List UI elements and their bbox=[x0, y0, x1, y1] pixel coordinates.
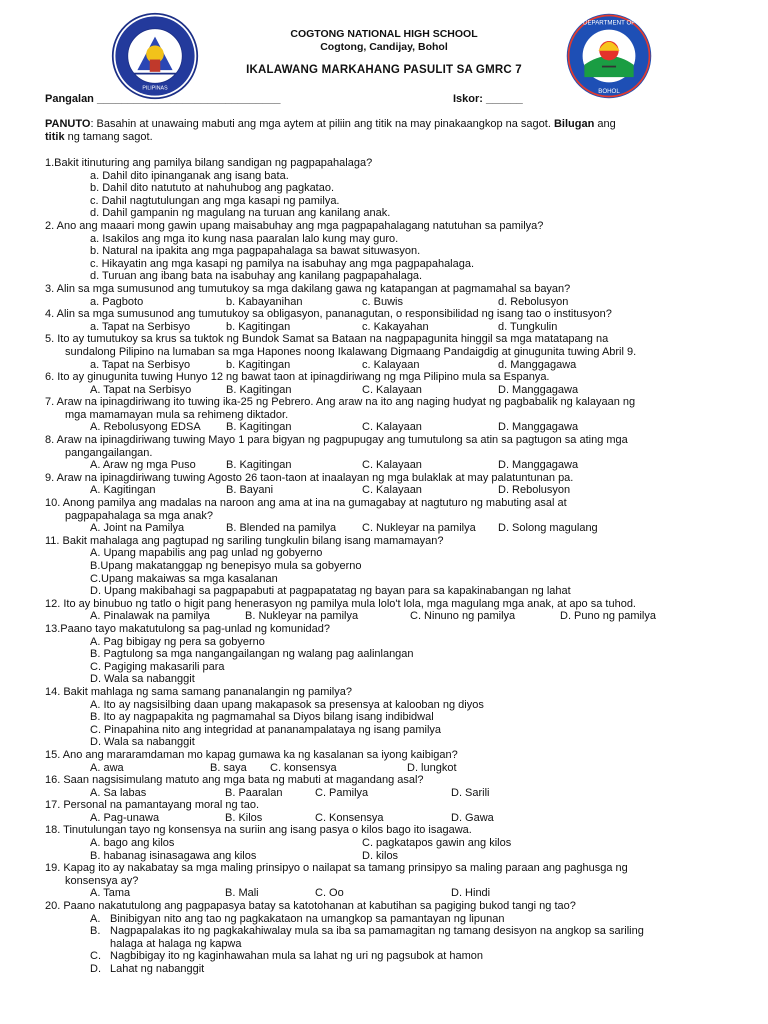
option-choice[interactable]: D. Manggagawa bbox=[498, 421, 579, 434]
option-choice[interactable] bbox=[45, 950, 735, 963]
question-text: 4. Alin sa mga sumusunod ang tumutukoy sa obligasyon, pananagutan, o responsibilidad ng isang tao o institusyon? bbox=[45, 308, 612, 321]
name-score-row bbox=[45, 93, 735, 106]
option-choice[interactable]: d. Dahil gampanin ng magulang na turuan ang kanilang anak. bbox=[90, 207, 391, 220]
option-choice[interactable]: C. Pagiging makasarili para bbox=[90, 660, 225, 673]
option-choice[interactable] bbox=[45, 925, 735, 950]
option-choice[interactable]: D. Wala sa nabanggit bbox=[90, 673, 195, 686]
option-choice[interactable]: A. Tama bbox=[90, 887, 131, 900]
options-row bbox=[45, 359, 735, 372]
options-row bbox=[45, 887, 735, 900]
option-choice[interactable]: C.Upang makaiwas sa mga kasalanan bbox=[90, 572, 278, 585]
question-item bbox=[45, 283, 735, 308]
instructions bbox=[45, 118, 735, 144]
question-text-continued: pagpapahalaga sa mga anak? bbox=[65, 509, 214, 522]
options-row bbox=[45, 610, 735, 623]
question-text: 18. Tinutulungan tayo ng konsensya na suriin ang isang pasya o kilos bago ito isagawa. bbox=[45, 824, 472, 837]
question-item bbox=[45, 396, 735, 434]
question-text: 13.Paano tayo makatutulong sa pag-unlad ng komunidad? bbox=[45, 622, 330, 635]
exam-title: IKALAWANG MARKAHANG PASULIT SA GMRC 7 bbox=[246, 64, 522, 76]
option-choice[interactable]: b. Kabayanihan bbox=[226, 295, 303, 308]
instructions-label: PANUTO bbox=[45, 118, 91, 130]
option-choice[interactable]: A. Pinalawak na pamilya bbox=[90, 610, 210, 623]
option-choice[interactable]: B. saya bbox=[210, 761, 247, 774]
option-choice[interactable]: A. Araw ng mga Puso bbox=[90, 459, 196, 472]
question-item bbox=[45, 774, 735, 799]
option-choice[interactable]: D. kilos bbox=[362, 849, 399, 862]
option-choice[interactable]: a. Isakilos ang mga ito kung nasa paaralan lalo kung may guro. bbox=[90, 232, 399, 245]
option-choice[interactable]: a. Pagboto bbox=[90, 295, 144, 308]
option-choice[interactable]: D. Manggagawa bbox=[498, 459, 579, 472]
options-row bbox=[45, 321, 735, 334]
option-choice[interactable]: a. Tapat na Serbisyo bbox=[90, 358, 191, 371]
question-text: 5. Ito ay tumutukoy sa krus sa tuktok ng Bundok Samat sa Bataan na nagpapagunita hinggil sa mga matatapang na bbox=[45, 333, 609, 346]
question-item bbox=[45, 623, 735, 686]
instructions-text: ng tamang sagot. bbox=[64, 131, 153, 143]
instructions-text: ang bbox=[594, 118, 616, 130]
question-item bbox=[45, 862, 735, 900]
option-choice[interactable]: C. konsensya bbox=[270, 761, 337, 774]
option-choice[interactable]: A. Kagitingan bbox=[90, 484, 156, 497]
option-choice[interactable]: B. Kagitingan bbox=[226, 421, 292, 434]
option-choice[interactable]: C. Kalayaan bbox=[362, 421, 422, 434]
option-text: Binibigyan nito ang tao ng pagkakataon na umangkop sa pamantayan ng lipunan bbox=[110, 912, 505, 925]
question-item bbox=[45, 497, 735, 535]
question-text: 16. Saan nagsisimulang matuto ang mga bata ng mabuti at magandang asal? bbox=[45, 774, 424, 787]
options-row bbox=[45, 837, 735, 850]
question-item bbox=[45, 598, 735, 623]
question-item bbox=[45, 749, 735, 774]
option-choice[interactable]: D. Solong magulang bbox=[498, 522, 598, 535]
question-text: 14. Bakit mahlaga ng sama samang pananalangin ng pamilya? bbox=[45, 685, 352, 698]
question-text: 8. Araw na ipinagdiriwang tuwing Mayo 1 para bigyan ng pagpupugay ang tumutulong sa atin sa pagtugon sa ating mga bbox=[45, 434, 628, 447]
option-choice[interactable]: C. Kalayaan bbox=[362, 459, 422, 472]
option-choice[interactable]: A. Ito ay nagsisilbing daan upang makapasok sa presensya at kalooban ng diyos bbox=[90, 698, 484, 711]
option-choice[interactable]: B. Nukleyar na pamilya bbox=[245, 610, 359, 623]
option-choice[interactable]: c. Dahil nagtutulungan ang mga kasapi ng pamilya. bbox=[90, 194, 340, 207]
option-choice[interactable]: B. Kilos bbox=[225, 811, 263, 824]
question-item bbox=[45, 308, 735, 333]
question-text: 9. Araw na ipinagdiriwang tuwing Agosto 26 taon-taon at inaalayan ng mga bulaklak at may palatuntunan pa. bbox=[45, 471, 574, 484]
option-choice[interactable]: B. Mali bbox=[225, 887, 259, 900]
option-choice[interactable]: D. Manggagawa bbox=[498, 383, 579, 396]
option-letter: B. bbox=[90, 925, 101, 938]
options-row bbox=[45, 850, 735, 863]
question-text: 20. Paano nakatutulong ang pagpapasya batay sa katotohanan at kabutihan sa pagiging bukod tangi ng tao? bbox=[45, 900, 576, 913]
question-item bbox=[45, 333, 735, 371]
option-choice[interactable]: d. Turuan ang ibang bata na isabuhay ang kanilang pagpapahalaga. bbox=[90, 270, 423, 283]
options-row bbox=[45, 384, 735, 397]
option-choice[interactable]: B. Pagtulong sa mga nangangailangan ng walang pag aalinlangan bbox=[90, 648, 414, 661]
question-item bbox=[45, 900, 735, 976]
question-item bbox=[45, 535, 735, 598]
question-item bbox=[45, 824, 735, 862]
question-list bbox=[45, 157, 735, 976]
option-choice[interactable]: C. Pinapahina nito ang integridad at pananampalataya ng isang pamilya bbox=[90, 723, 442, 736]
question-text: 19. Kapag ito ay nakabatay sa mga maling prinsipyo o nailapat sa tamang prinsipyo sa maling paraan ang paghusga ng bbox=[45, 862, 628, 875]
option-choice[interactable]: B. Kagitingan bbox=[226, 383, 292, 396]
school-name: COGTONG NATIONAL HIGH SCHOOL bbox=[290, 28, 478, 40]
option-choice[interactable]: b. Natural na ipakita ang mga pagpapahalaga sa bawat situwasyon. bbox=[90, 245, 421, 258]
option-choice[interactable]: b. Kagitingan bbox=[226, 358, 291, 371]
option-choice[interactable]: D. Rebolusyon bbox=[498, 484, 571, 497]
option-choice[interactable] bbox=[45, 963, 735, 976]
question-text: 11. Bakit mahalaga ang pagtupad ng sariling tungkulin bilang isang mamamayan? bbox=[45, 534, 444, 547]
question-text: 17. Personal na pamantayang moral ng tao. bbox=[45, 799, 260, 812]
option-choice[interactable]: D. Wala sa nabanggit bbox=[90, 736, 195, 749]
instructions-bold: titik bbox=[45, 131, 65, 143]
option-choice[interactable]: B. Bayani bbox=[226, 484, 274, 497]
options-row bbox=[45, 762, 735, 775]
option-choice[interactable]: A. Upang mapabilis ang pag unlad ng gobyerno bbox=[90, 547, 323, 560]
question-text: 10. Anong pamilya ang madalas na naroon ang ama at ina na gumagabay at nagtuturo ng mabuting asal at bbox=[45, 497, 567, 510]
option-letter: D. bbox=[90, 963, 101, 975]
option-choice[interactable]: C. Kalayaan bbox=[362, 484, 422, 497]
option-choice[interactable]: b. Dahil dito natututo at nahuhubog ang pagkatao. bbox=[90, 182, 335, 195]
option-choice[interactable]: B. Kagitingan bbox=[226, 459, 292, 472]
question-text: 15. Ano ang mararamdaman mo kapag gumawa ka ng kasalanan sa iyong kaibigan? bbox=[45, 748, 458, 761]
options-row bbox=[45, 484, 735, 497]
option-choice[interactable]: c. Kakayahan bbox=[362, 320, 429, 333]
option-choice[interactable]: B. Blended na pamilya bbox=[226, 522, 337, 535]
option-choice[interactable]: c. Hikayatin ang mga kasapi ng pamilya na isabuhay ang mga pagpapahalaga. bbox=[90, 257, 475, 270]
options-row bbox=[45, 812, 735, 825]
option-choice[interactable]: D. lungkot bbox=[407, 761, 457, 774]
option-text: Lahat ng nabanggit bbox=[110, 963, 205, 975]
option-letter: A. bbox=[90, 912, 101, 925]
option-choice[interactable]: D. Hindi bbox=[451, 887, 491, 900]
option-choice[interactable]: A. Pag bibigay ng pera sa gobyerno bbox=[90, 635, 265, 648]
question-item bbox=[45, 434, 735, 472]
svg-text:DEPARTMENT OF: DEPARTMENT OF bbox=[583, 19, 635, 27]
name-field-label[interactable]: Pangalan ______________________________ bbox=[45, 93, 281, 105]
option-choice[interactable]: A. awa bbox=[90, 761, 124, 774]
question-text-continued: konsensya ay? bbox=[65, 874, 139, 887]
option-choice[interactable]: A. Tapat na Serbisyo bbox=[90, 383, 192, 396]
question-text: 6. Ito ay ginugunita tuwing Hunyo 12 ng bawat taon at ipinagdiriwang ng mga Pilipino mula sa Espanya. bbox=[45, 371, 550, 384]
option-choice[interactable]: C. Pamilya bbox=[315, 786, 369, 799]
option-choice[interactable]: C. pagkatapos gawin ang kilos bbox=[362, 837, 512, 850]
option-choice[interactable]: B.Upang makatanggap ng benepisyo mula sa gobyerno bbox=[90, 560, 362, 572]
option-choice[interactable]: A. Rebolusyong EDSA bbox=[90, 421, 201, 434]
option-choice[interactable]: A. Joint na Pamilya bbox=[90, 522, 185, 535]
option-choice[interactable]: C. Kalayaan bbox=[362, 383, 422, 396]
option-choice[interactable]: B. habanag isinasagawa ang kilos bbox=[90, 849, 257, 862]
option-choice[interactable] bbox=[45, 913, 735, 926]
question-text-continued: pangangailangan. bbox=[65, 446, 153, 459]
option-choice[interactable]: C. Oo bbox=[315, 887, 344, 900]
question-item bbox=[45, 472, 735, 497]
question-text: 7. Araw na ipinagdiriwang ito tuwing ika-25 ng Pebrero. Ang araw na ito ang naging hudyat ng pagbabalik ng kalayaan ng bbox=[45, 396, 636, 409]
option-choice[interactable]: d. Rebolusyon bbox=[498, 295, 569, 308]
option-choice[interactable]: C. Konsensya bbox=[315, 811, 384, 824]
options-row bbox=[45, 296, 735, 309]
option-text: Nagbibigay ito ng kaginhawahan mula sa lahat ng uri ng pagsubok at hamon bbox=[110, 950, 484, 963]
option-choice[interactable]: a. Dahil dito ipinanganak ang isang bata. bbox=[90, 169, 289, 182]
option-choice[interactable]: A. Pag-unawa bbox=[90, 811, 160, 824]
svg-text:BOHOL: BOHOL bbox=[598, 87, 620, 95]
option-choice[interactable]: C. Ninuno ng pamilya bbox=[410, 610, 516, 623]
option-choice[interactable]: c. Kalayaan bbox=[362, 358, 420, 371]
question-text: 12. Ito ay binubuo ng tatlo o higit pang henerasyon ng pamilya mula lolo't lola, mga magulang mga anak, at apo sa tuhod. bbox=[45, 597, 636, 610]
question-item bbox=[45, 157, 735, 220]
option-choice[interactable]: B. Paaralan bbox=[225, 786, 283, 799]
question-text-continued: mga mamamayan mula sa rehimeng diktador. bbox=[65, 408, 289, 421]
question-item bbox=[45, 220, 735, 283]
exam-header bbox=[0, 28, 768, 77]
option-choice[interactable]: a. Tapat na Serbisyo bbox=[90, 320, 191, 333]
option-choice[interactable]: C. Nukleyar na pamilya bbox=[362, 522, 476, 535]
score-field-label[interactable]: Iskor: ______ bbox=[453, 93, 523, 105]
question-text-continued: sundalong Pilipino na lumaban sa mga Hapones noong Ikalawang Digmaang Pandaigdig at ginugunita tuwing Abril 9. bbox=[65, 345, 637, 358]
instructions-bold: Bilugan bbox=[553, 118, 595, 130]
option-text-continued: halaga at halaga ng kapwa bbox=[110, 937, 242, 950]
option-choice[interactable]: D. Sarili bbox=[451, 786, 490, 799]
options-row bbox=[45, 522, 735, 535]
question-item bbox=[45, 371, 735, 396]
option-choice[interactable]: B. Ito ay nagpapakita ng pagmamahal sa Diyos bilang isang indibidwal bbox=[90, 711, 434, 724]
option-choice[interactable]: D. Gawa bbox=[451, 811, 494, 824]
school-address: Cogtong, Candijay, Bohol bbox=[320, 41, 448, 53]
option-choice[interactable]: A. bago ang kilos bbox=[90, 837, 175, 850]
option-choice[interactable]: A. Sa labas bbox=[90, 786, 147, 799]
question-text: 2. Ano ang maaari mong gawin upang maisabuhay ang mga pagpapahalagang natutuhan sa pamilya? bbox=[45, 219, 544, 232]
option-choice[interactable]: b. Kagitingan bbox=[226, 320, 291, 333]
option-letter: C. bbox=[90, 950, 101, 963]
question-item bbox=[45, 799, 735, 824]
option-choice[interactable]: D. Puno ng pamilya bbox=[560, 610, 656, 623]
question-text: 1.Bakit itinuturing ang pamilya bilang sandigan ng pagpapahalaga? bbox=[45, 157, 373, 169]
options-row bbox=[45, 787, 735, 800]
svg-text:PILIPINAS: PILIPINAS bbox=[142, 85, 168, 92]
options-row bbox=[45, 459, 735, 472]
option-text: Nagpapalakas ito ng pagkakahiwalay mula sa iba sa pamamagitan ng tamang desisyon na angkop sa sariling bbox=[110, 925, 644, 938]
instructions-text: : Basahin at unawaing mabuti ang mga aytem at piliin ang titik na may pinakaangkop na sagot. bbox=[90, 118, 554, 130]
option-choice[interactable]: c. Buwis bbox=[362, 295, 403, 308]
question-item bbox=[45, 686, 735, 749]
option-choice[interactable]: d. Tungkulin bbox=[498, 320, 558, 333]
option-choice[interactable]: d. Manggagawa bbox=[498, 358, 577, 371]
options-row bbox=[45, 421, 735, 434]
question-text: 3. Alin sa mga sumusunod ang tumutukoy sa mga dakilang gawa ng katapangan at pagmamahal sa bayan? bbox=[45, 282, 571, 295]
option-choice[interactable]: D. Upang makibahagi sa pagpapabuti at pagpapatatag ng bayan para sa kapakinabangan ng lahat bbox=[90, 585, 571, 598]
